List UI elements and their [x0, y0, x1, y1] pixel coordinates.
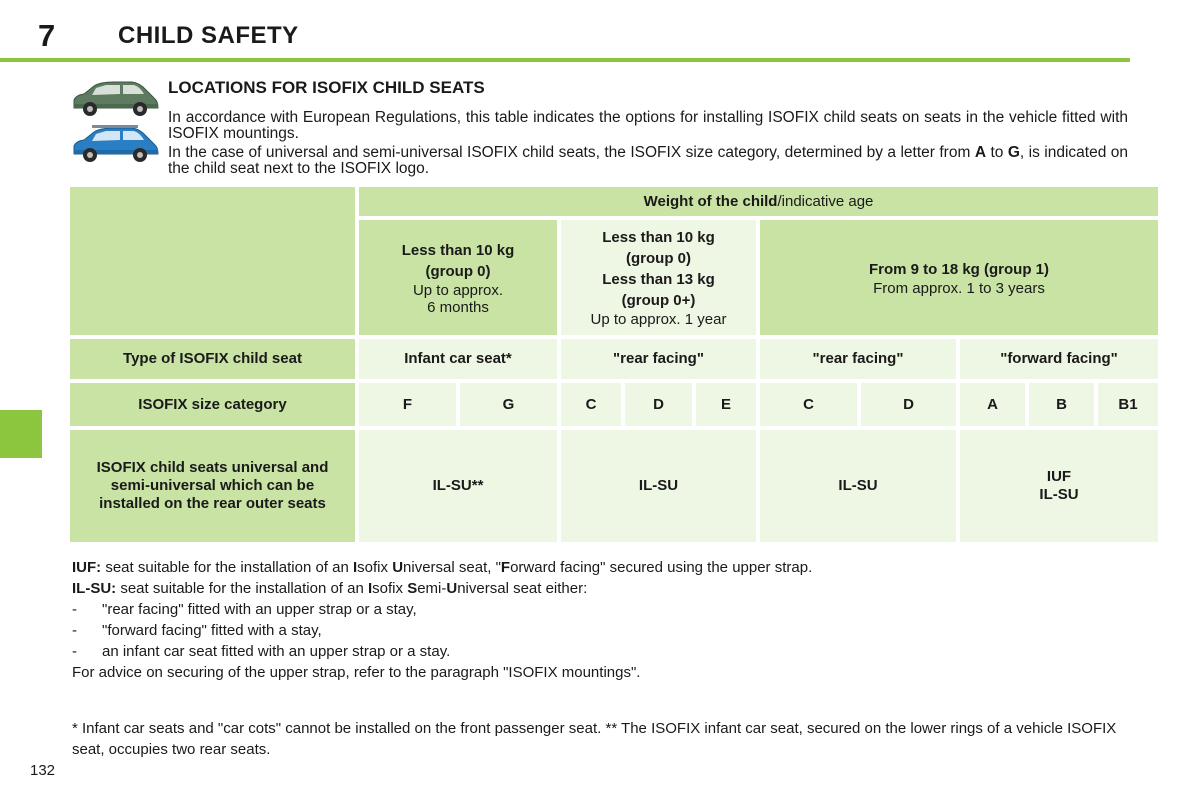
green-car-icon	[70, 78, 160, 118]
isofix-table	[70, 187, 1138, 542]
size-label: ISOFIX size category	[70, 383, 355, 426]
blue-car-icon	[70, 124, 160, 164]
group-line: Up to approx.	[412, 281, 504, 299]
section-title: LOCATIONS FOR ISOFIX CHILD SEATS	[168, 78, 485, 97]
size-e: E	[696, 383, 756, 426]
type-infant: Infant car seat*	[359, 339, 557, 379]
intro-paragraph-2: In the case of universal and semi-universal ISOFIX child seats, the ISOFIX size category, determined by a letter from A to G, is indicated on the child seat next to the ISOFIX logo.	[168, 144, 1129, 177]
footnote-single-star: * Infant car seats and "car cots" cannot be installed on the front passenger seat.	[72, 720, 602, 737]
weight-header: Weight of the child/indicative age	[359, 187, 1158, 216]
size-d-2: D	[861, 383, 956, 426]
advice-note: For advice on securing of the upper strap, refer to the paragraph "ISOFIX mountings".	[72, 664, 641, 681]
legend-notes	[72, 557, 1132, 683]
group-line: (group 0)	[425, 262, 491, 280]
size-c-1: C	[561, 383, 621, 426]
group-line: 6 months	[427, 298, 489, 316]
intro-paragraph-1: In accordance with European Regulations, this table indicates the options for installing ISOFIX child seats on seats in the vehicle fitted with ISOFIX mountings.	[168, 109, 1128, 142]
chapter-title: CHILD SAFETY	[118, 22, 299, 49]
type-rear-facing-1: "rear facing"	[561, 339, 756, 379]
table-corner-cell	[70, 187, 355, 335]
bullet-item: - an infant car seat fitted with an upper strap or a stay.	[72, 643, 451, 660]
bullet-item: - "forward facing" fitted with a stay,	[72, 622, 322, 639]
seat-value-4: IUF IL-SU	[960, 430, 1158, 542]
size-a: A	[960, 383, 1025, 426]
seat-value-2: IL-SU	[561, 430, 756, 542]
size-f: F	[359, 383, 456, 426]
footnote-double-star: ** The ISOFIX infant car seat, secured on the lower rings of a vehicle ISOFIX seat, occupies two rear seats.	[72, 720, 1117, 758]
intro-text	[168, 110, 1128, 180]
group-cell-2	[561, 220, 756, 335]
group-line: Less than 10 kg	[401, 241, 515, 259]
chapter-side-tab	[0, 410, 42, 458]
size-b: B	[1029, 383, 1094, 426]
ilsu-note: IL-SU: seat suitable for the installation of an Isofix Semi-Universal seat either:	[72, 580, 588, 597]
chapter-number: 7	[38, 18, 56, 53]
group-line: Less than 13 kg	[602, 271, 715, 288]
group-line: (group 0+)	[621, 292, 696, 309]
iuf-note: IUF: seat suitable for the installation of an Isofix Universal seat, "Forward facing" secured using the upper strap.	[72, 559, 813, 576]
seat-value-3: IL-SU	[760, 430, 956, 542]
size-c-2: C	[760, 383, 857, 426]
type-label: Type of ISOFIX child seat	[70, 339, 355, 379]
group-line: (group 0)	[626, 250, 691, 267]
bullet-item: - "rear facing" fitted with an upper strap or a stay,	[72, 601, 417, 618]
size-g: G	[460, 383, 557, 426]
header-rule	[0, 58, 1130, 62]
group-line: From 9 to 18 kg (group 1)	[868, 260, 1049, 278]
group-line: Less than 10 kg	[602, 229, 715, 246]
size-d-1: D	[625, 383, 692, 426]
page-number: 132	[30, 762, 56, 779]
footnotes	[72, 718, 1132, 760]
group-cell-1	[359, 220, 557, 335]
seat-value-1: IL-SU**	[359, 430, 557, 542]
group-line: Up to approx. 1 year	[590, 311, 727, 328]
group-cell-3	[760, 220, 1158, 335]
type-rear-facing-2: "rear facing"	[760, 339, 956, 379]
size-b1: B1	[1098, 383, 1158, 426]
seats-label: ISOFIX child seats universal and semi-universal which can be installed on the rear outer seats	[70, 430, 355, 542]
type-forward-facing: "forward facing"	[960, 339, 1158, 379]
group-line: From approx. 1 to 3 years	[873, 279, 1045, 297]
